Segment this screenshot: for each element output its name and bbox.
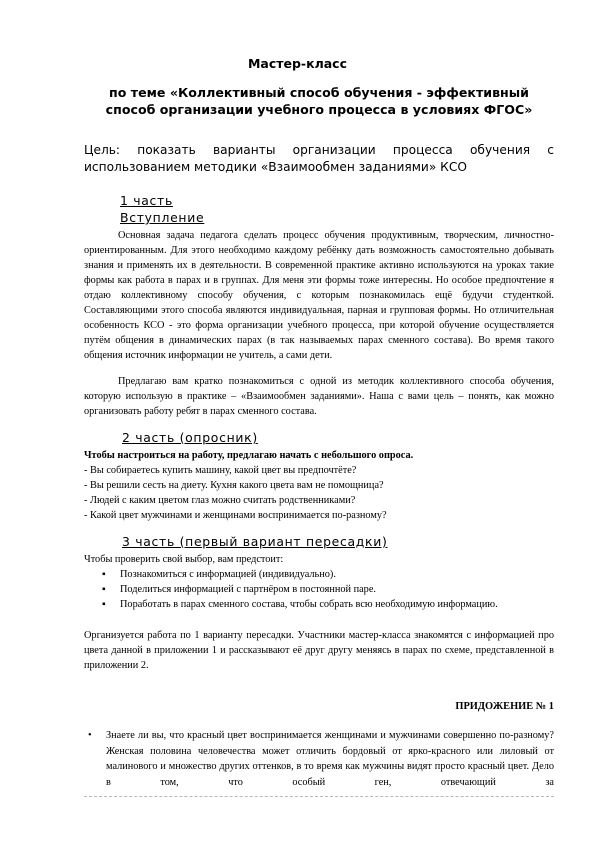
question-item: - Людей с каким цветом глаз можно считать родственниками?	[84, 495, 356, 506]
part1-paragraph-1-text: Основная задача педагога сделать процесс обучения продуктивным, творческим, личностно-ориентированным. Для этого необходимо каждому ребёнку дать возможность самостоятельно добывать знания и применять их в деятельности. В современной практике активно используются на уроках такие формы как работа в парах и в группах. Для меня эти формы тоже интересны. Но особое предпочтение я отдаю коллективному способу обучения, с которым познакомилась ещё будучи студенткой. Составляющими этого способа являются индивидуальная, парная и групповая формы. Но отличительная особенность КСО - это форма организации учебного процесса, при которой обучение осуществляется путём общения в динамических парах (в так называемых парах сменного состава). Во время такого общения источник информации не учитель, а сами дети.	[84, 230, 554, 361]
step-text: Познакомиться с информацией (индивидуально).	[120, 569, 336, 580]
part1-paragraph-2	[84, 374, 554, 419]
part3-heading: 3 часть (первый вариант пересадки)	[122, 534, 388, 549]
goal-statement: Цель: показать варианты организации процесса обучения с использованием методики «Взаимообмен заданиями» КСО	[84, 143, 554, 174]
part1-subheading: Вступление	[120, 210, 205, 225]
appendix-title: ПРИДОЖЕНИЕ № 1	[455, 701, 554, 712]
part2-intro: Чтобы настроиться на работу, предлагаю начать с небольшого опроса.	[84, 450, 414, 461]
part2-heading: 2 часть (опросник)	[122, 430, 258, 445]
square-bullet-icon: ▪	[102, 599, 106, 610]
part1-paragraph-2-text: Предлагаю вам кратко познакомиться с одной из методик коллективного способа обучения, которую использую в практике – «Взаимообмен заданиями». Наша с вами цель – понять, как можно организовать работу ребят в парах сменного состава.	[84, 376, 554, 417]
step-item	[84, 567, 554, 582]
square-bullet-icon: ▪	[102, 584, 106, 595]
part3-intro: Чтобы проверить свой выбор, вам предстоит:	[84, 554, 284, 565]
part3-steps-list	[84, 567, 554, 612]
step-text: Поработать в парах сменного состава, чтобы собрать всю необходимую информацию.	[120, 599, 498, 610]
page-divider	[84, 796, 554, 797]
question-item: - Вы собираетесь купить машину, какой цвет вы предпочтёте?	[84, 465, 357, 476]
part1-heading: 1 часть	[120, 193, 173, 208]
appendix-item-text: Знаете ли вы, что красный цвет воспринимается женщинами и мужчинами совершенно по-разному? Женская половина человечества может отличить бордовый от ярко-красного или лиловый от малинового и множество других оттенков, в то время как мужчины видят просто красный цвет. Дело в том, что особый ген, отвечающий за	[106, 730, 554, 788]
question-item: - Какой цвет мужчинами и женщинами воспринимается по-разному?	[84, 510, 387, 521]
round-bullet-icon: •	[88, 730, 92, 741]
question-item: - Вы решили сесть на диету. Кухня какого цвета вам не помощница?	[84, 480, 384, 491]
square-bullet-icon: ▪	[102, 569, 106, 580]
step-text: Поделиться информацией с партнёром в постоянной паре.	[120, 584, 376, 595]
document-title: Мастер-класс	[247, 56, 348, 71]
step-item	[84, 582, 554, 597]
appendix-item	[84, 728, 554, 790]
part3-paragraph: Организуется работа по 1 варианту пересадки. Участники мастер-класса знакомятся с информацией про цвета данной в приложении 1 и рассказывают её друг другу меняясь в парах по схеме, представленной в приложении 2.	[84, 630, 554, 671]
document-subtitle: по теме «Коллективный способ обучения - эффективный способ организации учебного процесса в условиях ФГОС»	[105, 85, 533, 117]
part1-paragraph-1	[84, 228, 554, 363]
step-item	[84, 597, 554, 612]
